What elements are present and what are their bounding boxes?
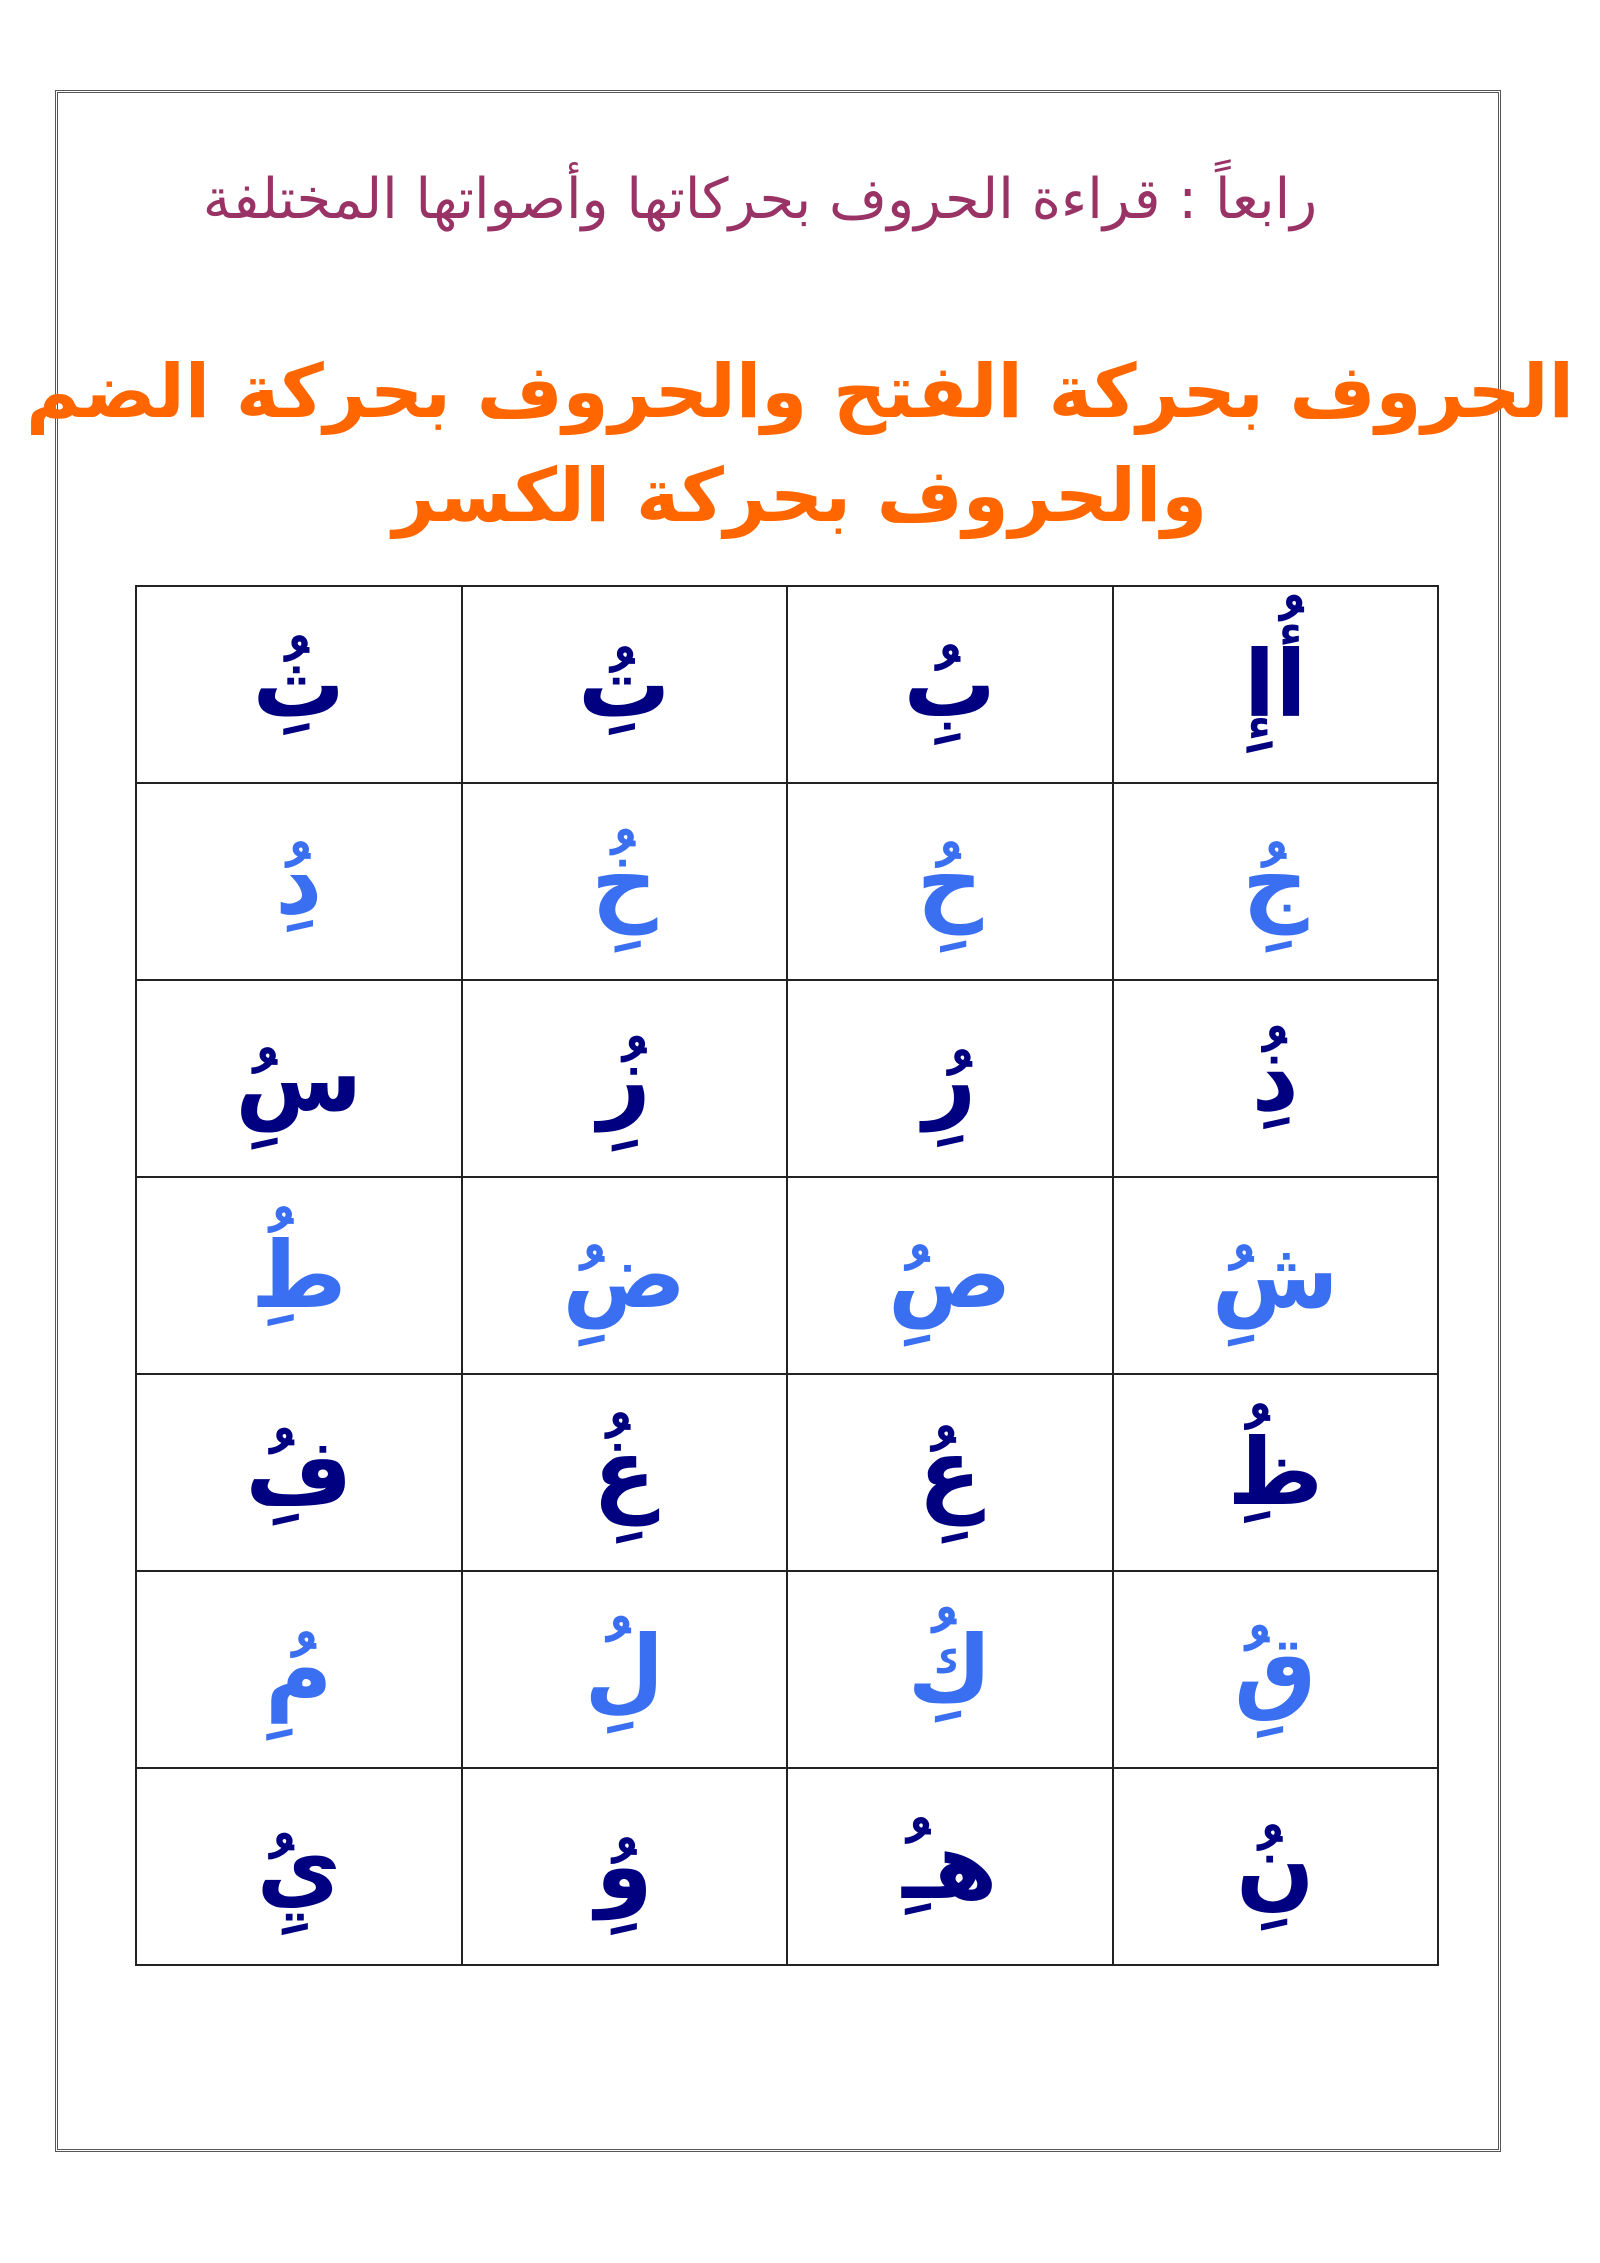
letter-cell: طُِ — [136, 1177, 462, 1374]
letter-cell: حُِ — [787, 783, 1113, 980]
letter-cell: سُِ — [136, 980, 462, 1177]
table-row — [136, 1177, 1438, 1374]
letter-cell: بُِ — [787, 586, 1113, 783]
title-line-2: والحروف بحركة الكسر — [392, 453, 1208, 539]
letter-cell: رُِ — [787, 980, 1113, 1177]
table-row — [136, 1571, 1438, 1768]
letter-cell: وُِ — [462, 1768, 788, 1965]
letter-cell: ثُِ — [136, 586, 462, 783]
letter-cell: قُِ — [1113, 1571, 1439, 1768]
letter-cell: تُِ — [462, 586, 788, 783]
table-row — [136, 1768, 1438, 1965]
section-subtitle — [0, 160, 1600, 240]
letter-cell: فُِ — [136, 1374, 462, 1571]
page-title — [0, 340, 1600, 548]
letter-cell: خُِ — [462, 783, 788, 980]
letter-cell: صُِ — [787, 1177, 1113, 1374]
letter-cell: عُِ — [787, 1374, 1113, 1571]
letters-table — [135, 585, 1439, 1966]
title-line-1: الحروف بحركة الفتح والحروف بحركة الضم — [26, 349, 1574, 435]
letter-cell: مُِ — [136, 1571, 462, 1768]
table-row — [136, 1374, 1438, 1571]
letter-cell: غُِ — [462, 1374, 788, 1571]
table-row — [136, 980, 1438, 1177]
letter-cell: يُِ — [136, 1768, 462, 1965]
letter-cell: نُِ — [1113, 1768, 1439, 1965]
letter-cell: دُِ — [136, 783, 462, 980]
table-row — [136, 783, 1438, 980]
letter-cell: شُِ — [1113, 1177, 1439, 1374]
letter-cell: هـُِ — [787, 1768, 1113, 1965]
letter-cell: جُِ — [1113, 783, 1439, 980]
letter-cell: كُِ — [787, 1571, 1113, 1768]
letter-cell: أُإِ — [1113, 586, 1439, 783]
letter-cell: ظُِ — [1113, 1374, 1439, 1571]
subtitle-text: رابعاً : قراءة الحروف بحركاتها وأصواتها المختلفة — [202, 167, 1318, 232]
table-row — [136, 586, 1438, 783]
letter-cell: ذُِ — [1113, 980, 1439, 1177]
letter-cell: ضُِ — [462, 1177, 788, 1374]
letter-cell: لُِ — [462, 1571, 788, 1768]
letter-cell: زُِ — [462, 980, 788, 1177]
